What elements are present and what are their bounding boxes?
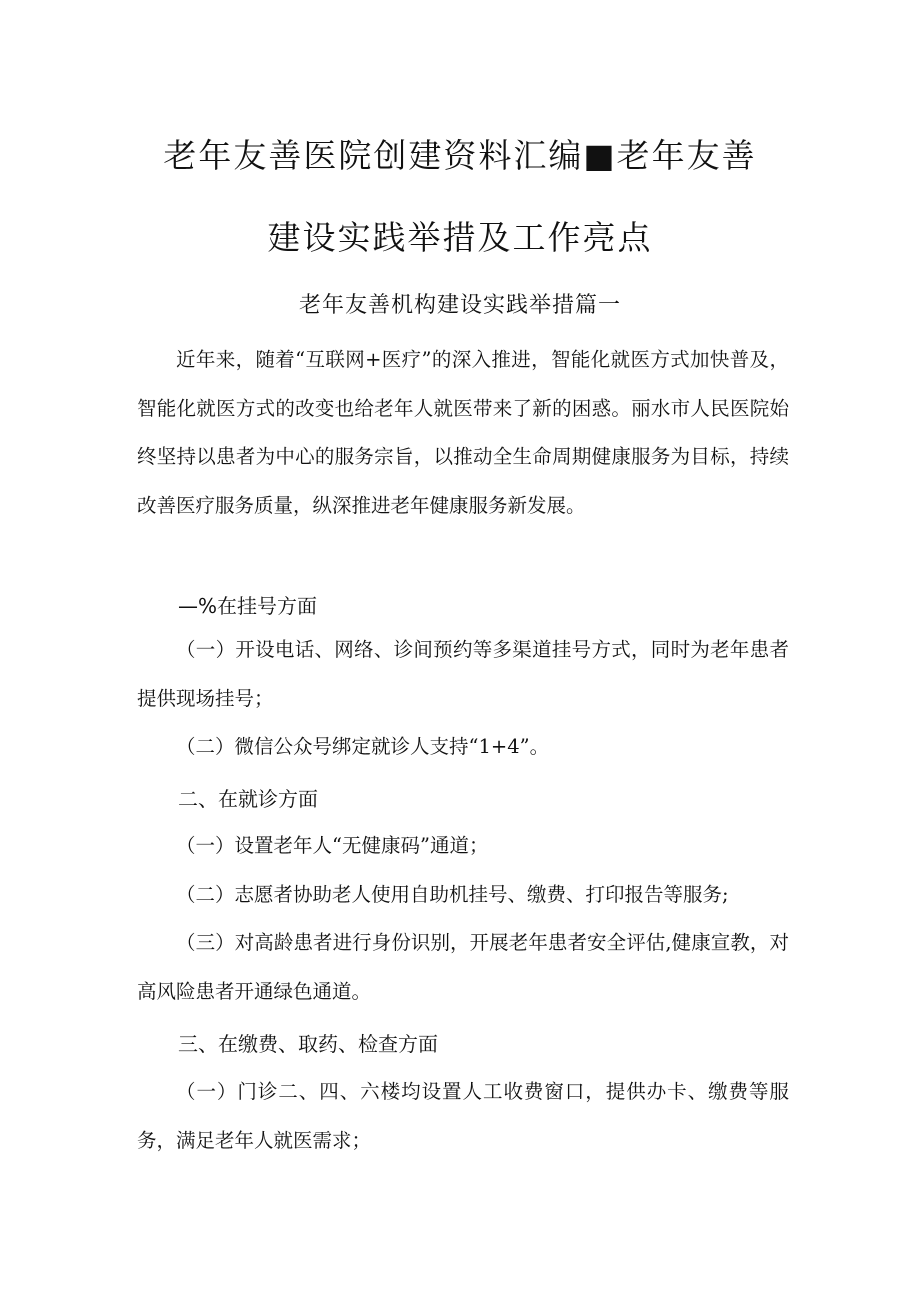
section-1-heading: —%在挂号方面	[178, 594, 318, 618]
section-2-body	[137, 822, 789, 1016]
section-3-heading: 三、在缴费、取药、检查方面	[178, 1032, 438, 1056]
intro-paragraph: 近年来，随着“互联网+医疗”的深入推进，智能化就医方式加快普及，智能化就医方式的改变也给老年人就医带来了新的困惑。丽水市人民医院始终坚持以患者为中心的服务宗旨，以推动全生命周期健康服务为目标，持续改善医疗服务质量，纵深推进老年健康服务新发展。	[137, 348, 789, 517]
section-2-item-3: （三）对高龄患者进行身份识别，开展老年患者安全评估,健康宣教，对高风险患者开通绿色通道。	[137, 931, 789, 1003]
section-2-item-2: （二）志愿者协助老人使用自助机挂号、缴费、打印报告等服务;	[176, 882, 729, 906]
section-1-item-2: （二）微信公众号绑定就诊人支持“1+4”。	[176, 735, 550, 758]
section-2-heading: 二、在就诊方面	[178, 787, 318, 811]
document-subtitle: 老年友善机构建设实践举措篇一	[298, 293, 621, 318]
section-1-item-1: （一）开设电话、网络、诊间预约等多渠道挂号方式，同时为老年患者提供现场挂号；	[137, 638, 789, 710]
section-2-item-1: （一）设置老年人“无健康码”通道；	[176, 834, 489, 857]
section-3-body	[137, 1068, 789, 1165]
document-title-line-1: 老年友善医院创建资料汇编■老年友善	[163, 136, 757, 175]
intro-paragraph-block	[137, 336, 789, 530]
document-title-line-2: 建设实践举措及工作亮点	[267, 218, 653, 257]
section-1-body	[137, 626, 789, 772]
section-3-item-1: （一）门诊二、四、六楼均设置人工收费窗口，提供办卡、缴费等服务，满足老年人就医需求；	[137, 1080, 789, 1152]
